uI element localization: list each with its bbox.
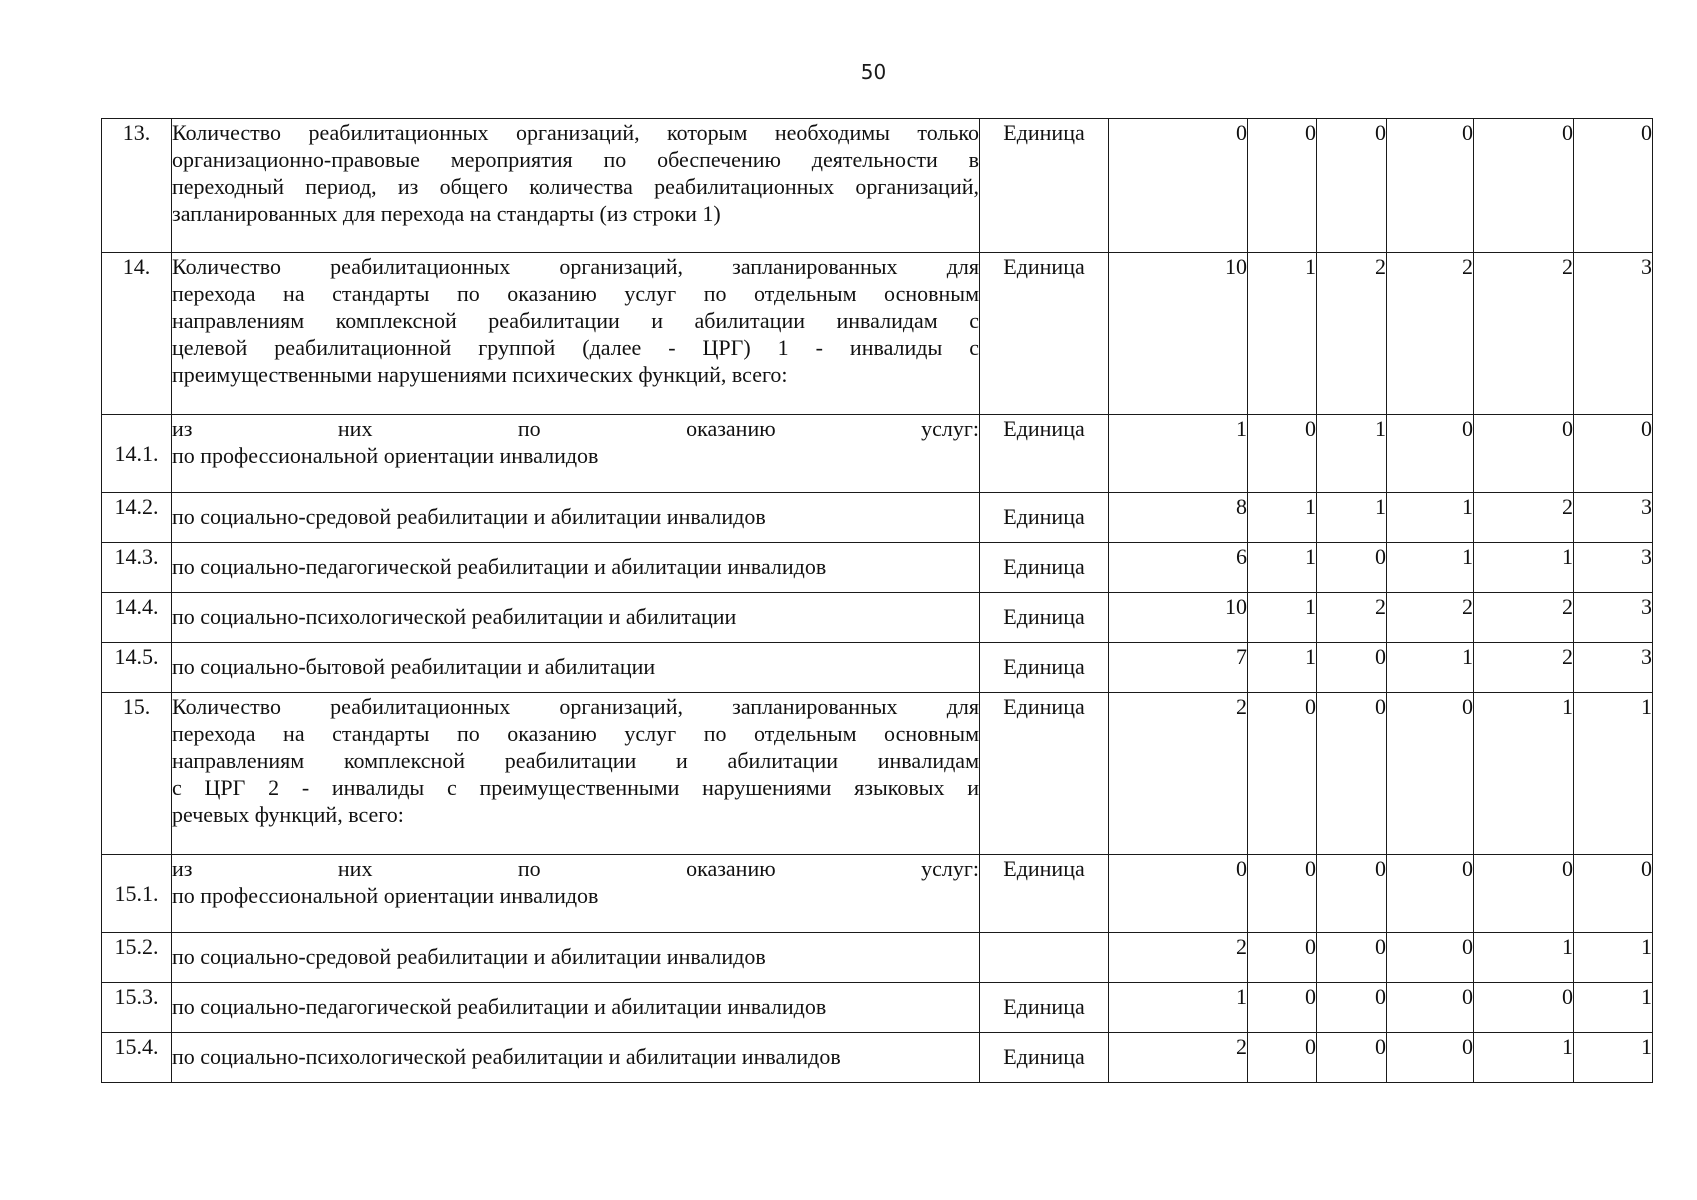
table-row <box>102 543 1653 593</box>
value-cell: 0 <box>1474 983 1574 1033</box>
unit-of-measure <box>980 933 1109 983</box>
value-cell: 0 <box>1387 983 1474 1033</box>
unit-of-measure: Единица <box>980 493 1109 543</box>
indicator-description <box>172 253 980 415</box>
indicator-description <box>172 643 980 693</box>
unit-of-measure: Единица <box>980 119 1109 253</box>
value-cell: 2 <box>1109 693 1248 855</box>
row-number: 14.1. <box>102 415 172 493</box>
value-cell: 0 <box>1474 119 1574 253</box>
value-cell: 0 <box>1317 933 1387 983</box>
description-line: с ЦРГ 2 - инвалиды с преимущественными нарушениями языковых и <box>172 775 979 800</box>
table-row <box>102 643 1653 693</box>
value-cell: 0 <box>1317 119 1387 253</box>
value-cell: 0 <box>1387 933 1474 983</box>
value-cell: 2 <box>1109 933 1248 983</box>
description-line: по социально-средовой реабилитации и абилитации инвалидов <box>172 944 766 969</box>
indicator-description <box>172 543 980 593</box>
description-line: преимущественными нарушениями психических функций, всего: <box>172 362 788 387</box>
value-cell: 1 <box>1387 643 1474 693</box>
row-number: 15. <box>102 693 172 855</box>
value-cell: 1 <box>1248 493 1317 543</box>
value-cell: 1 <box>1109 983 1248 1033</box>
indicator-description <box>172 119 980 253</box>
value-cell: 0 <box>1248 1033 1317 1083</box>
table-row <box>102 983 1653 1033</box>
description-line: организационно-правовые мероприятия по обеспечению деятельности в <box>172 147 979 172</box>
row-number: 15.2. <box>102 933 172 983</box>
unit-of-measure: Единица <box>980 643 1109 693</box>
value-cell: 0 <box>1317 693 1387 855</box>
value-cell: 0 <box>1574 855 1653 933</box>
value-cell: 1 <box>1474 543 1574 593</box>
value-cell: 1 <box>1574 693 1653 855</box>
value-cell: 0 <box>1574 119 1653 253</box>
value-cell: 0 <box>1248 983 1317 1033</box>
description-line: запланированных для перехода на стандарты (из строки 1) <box>172 201 721 226</box>
table-row <box>102 933 1653 983</box>
value-cell: 1 <box>1574 1033 1653 1083</box>
indicator-description <box>172 693 980 855</box>
value-cell: 1 <box>1574 983 1653 1033</box>
value-cell: 0 <box>1109 855 1248 933</box>
row-number: 14.2. <box>102 493 172 543</box>
description-line: по социально-педагогической реабилитации и абилитации инвалидов <box>172 994 827 1019</box>
value-cell: 3 <box>1574 593 1653 643</box>
description-line: по социально-психологической реабилитации и абилитации <box>172 604 737 629</box>
unit-of-measure: Единица <box>980 983 1109 1033</box>
description-line: направлениям комплексной реабилитации и абилитации инвалидам <box>172 748 979 773</box>
value-cell: 1 <box>1387 543 1474 593</box>
indicator-description <box>172 593 980 643</box>
description-line: перехода на стандарты по оказанию услуг по отдельным основным <box>172 721 979 746</box>
description-line: из них по оказанию услуг: <box>172 856 979 881</box>
indicators-table <box>101 118 1653 1083</box>
table-body <box>102 119 1653 1083</box>
description-line: речевых функций, всего: <box>172 802 404 827</box>
description-line: из них по оказанию услуг: <box>172 416 979 441</box>
table-row <box>102 1033 1653 1083</box>
indicator-description <box>172 1033 980 1083</box>
value-cell: 3 <box>1574 253 1653 415</box>
value-cell: 2 <box>1474 493 1574 543</box>
table-row <box>102 119 1653 253</box>
table-row <box>102 593 1653 643</box>
indicator-description <box>172 933 980 983</box>
description-line: по социально-бытовой реабилитации и абилитации <box>172 654 656 679</box>
description-line: по профессиональной ориентации инвалидов <box>172 883 599 908</box>
unit-of-measure: Единица <box>980 693 1109 855</box>
indicator-description <box>172 415 980 493</box>
value-cell: 1 <box>1387 493 1474 543</box>
unit-of-measure: Единица <box>980 415 1109 493</box>
value-cell: 0 <box>1387 119 1474 253</box>
table-row <box>102 415 1653 493</box>
row-number: 15.4. <box>102 1033 172 1083</box>
value-cell: 1 <box>1317 415 1387 493</box>
value-cell: 0 <box>1248 693 1317 855</box>
value-cell: 1 <box>1574 933 1653 983</box>
value-cell: 0 <box>1317 1033 1387 1083</box>
value-cell: 0 <box>1387 415 1474 493</box>
value-cell: 2 <box>1109 1033 1248 1083</box>
value-cell: 0 <box>1109 119 1248 253</box>
row-number: 14.5. <box>102 643 172 693</box>
unit-of-measure: Единица <box>980 855 1109 933</box>
value-cell: 0 <box>1387 1033 1474 1083</box>
row-number: 14. <box>102 253 172 415</box>
value-cell: 1 <box>1248 253 1317 415</box>
value-cell: 0 <box>1248 933 1317 983</box>
description-line: целевой реабилитационной группой (далее - ЦРГ) 1 - инвалиды с <box>172 335 979 360</box>
value-cell: 3 <box>1574 643 1653 693</box>
value-cell: 0 <box>1248 855 1317 933</box>
value-cell: 0 <box>1387 855 1474 933</box>
value-cell: 1 <box>1248 593 1317 643</box>
description-line: по социально-педагогической реабилитации и абилитации инвалидов <box>172 554 827 579</box>
value-cell: 2 <box>1474 253 1574 415</box>
description-line: Количество реабилитационных организаций, которым необходимы только <box>172 120 979 145</box>
table-row <box>102 693 1653 855</box>
row-number: 15.1. <box>102 855 172 933</box>
value-cell: 1 <box>1474 693 1574 855</box>
row-number: 14.4. <box>102 593 172 643</box>
value-cell: 10 <box>1109 253 1248 415</box>
table-row <box>102 253 1653 415</box>
value-cell: 2 <box>1387 593 1474 643</box>
value-cell: 0 <box>1474 855 1574 933</box>
value-cell: 1 <box>1248 643 1317 693</box>
value-cell: 7 <box>1109 643 1248 693</box>
indicator-description <box>172 983 980 1033</box>
value-cell: 1 <box>1474 933 1574 983</box>
value-cell: 6 <box>1109 543 1248 593</box>
value-cell: 1 <box>1317 493 1387 543</box>
value-cell: 0 <box>1387 693 1474 855</box>
value-cell: 2 <box>1474 593 1574 643</box>
description-line: по профессиональной ориентации инвалидов <box>172 443 599 468</box>
value-cell: 2 <box>1474 643 1574 693</box>
value-cell: 0 <box>1317 543 1387 593</box>
table-row <box>102 855 1653 933</box>
indicator-description <box>172 493 980 543</box>
description-line: Количество реабилитационных организаций, запланированных для <box>172 694 979 719</box>
value-cell: 2 <box>1317 593 1387 643</box>
description-line: перехода на стандарты по оказанию услуг по отдельным основным <box>172 281 979 306</box>
description-line: по социально-средовой реабилитации и абилитации инвалидов <box>172 504 766 529</box>
value-cell: 1 <box>1248 543 1317 593</box>
page-number: 50 <box>860 60 887 84</box>
value-cell: 0 <box>1248 415 1317 493</box>
unit-of-measure: Единица <box>980 1033 1109 1083</box>
value-cell: 2 <box>1317 253 1387 415</box>
description-line: переходный период, из общего количества реабилитационных организаций, <box>172 174 979 199</box>
value-cell: 1 <box>1474 1033 1574 1083</box>
row-number: 14.3. <box>102 543 172 593</box>
value-cell: 0 <box>1574 415 1653 493</box>
value-cell: 10 <box>1109 593 1248 643</box>
description-line: направлениям комплексной реабилитации и абилитации инвалидам с <box>172 308 979 333</box>
row-number: 13. <box>102 119 172 253</box>
value-cell: 0 <box>1474 415 1574 493</box>
value-cell: 0 <box>1248 119 1317 253</box>
value-cell: 3 <box>1574 543 1653 593</box>
description-line: по социально-психологической реабилитации и абилитации инвалидов <box>172 1044 841 1069</box>
value-cell: 0 <box>1317 855 1387 933</box>
unit-of-measure: Единица <box>980 543 1109 593</box>
value-cell: 2 <box>1387 253 1474 415</box>
table-row <box>102 493 1653 543</box>
row-number: 15.3. <box>102 983 172 1033</box>
indicator-description <box>172 855 980 933</box>
unit-of-measure: Единица <box>980 593 1109 643</box>
value-cell: 1 <box>1109 415 1248 493</box>
value-cell: 8 <box>1109 493 1248 543</box>
value-cell: 0 <box>1317 643 1387 693</box>
unit-of-measure: Единица <box>980 253 1109 415</box>
description-line: Количество реабилитационных организаций, запланированных для <box>172 254 979 279</box>
value-cell: 0 <box>1317 983 1387 1033</box>
value-cell: 3 <box>1574 493 1653 543</box>
